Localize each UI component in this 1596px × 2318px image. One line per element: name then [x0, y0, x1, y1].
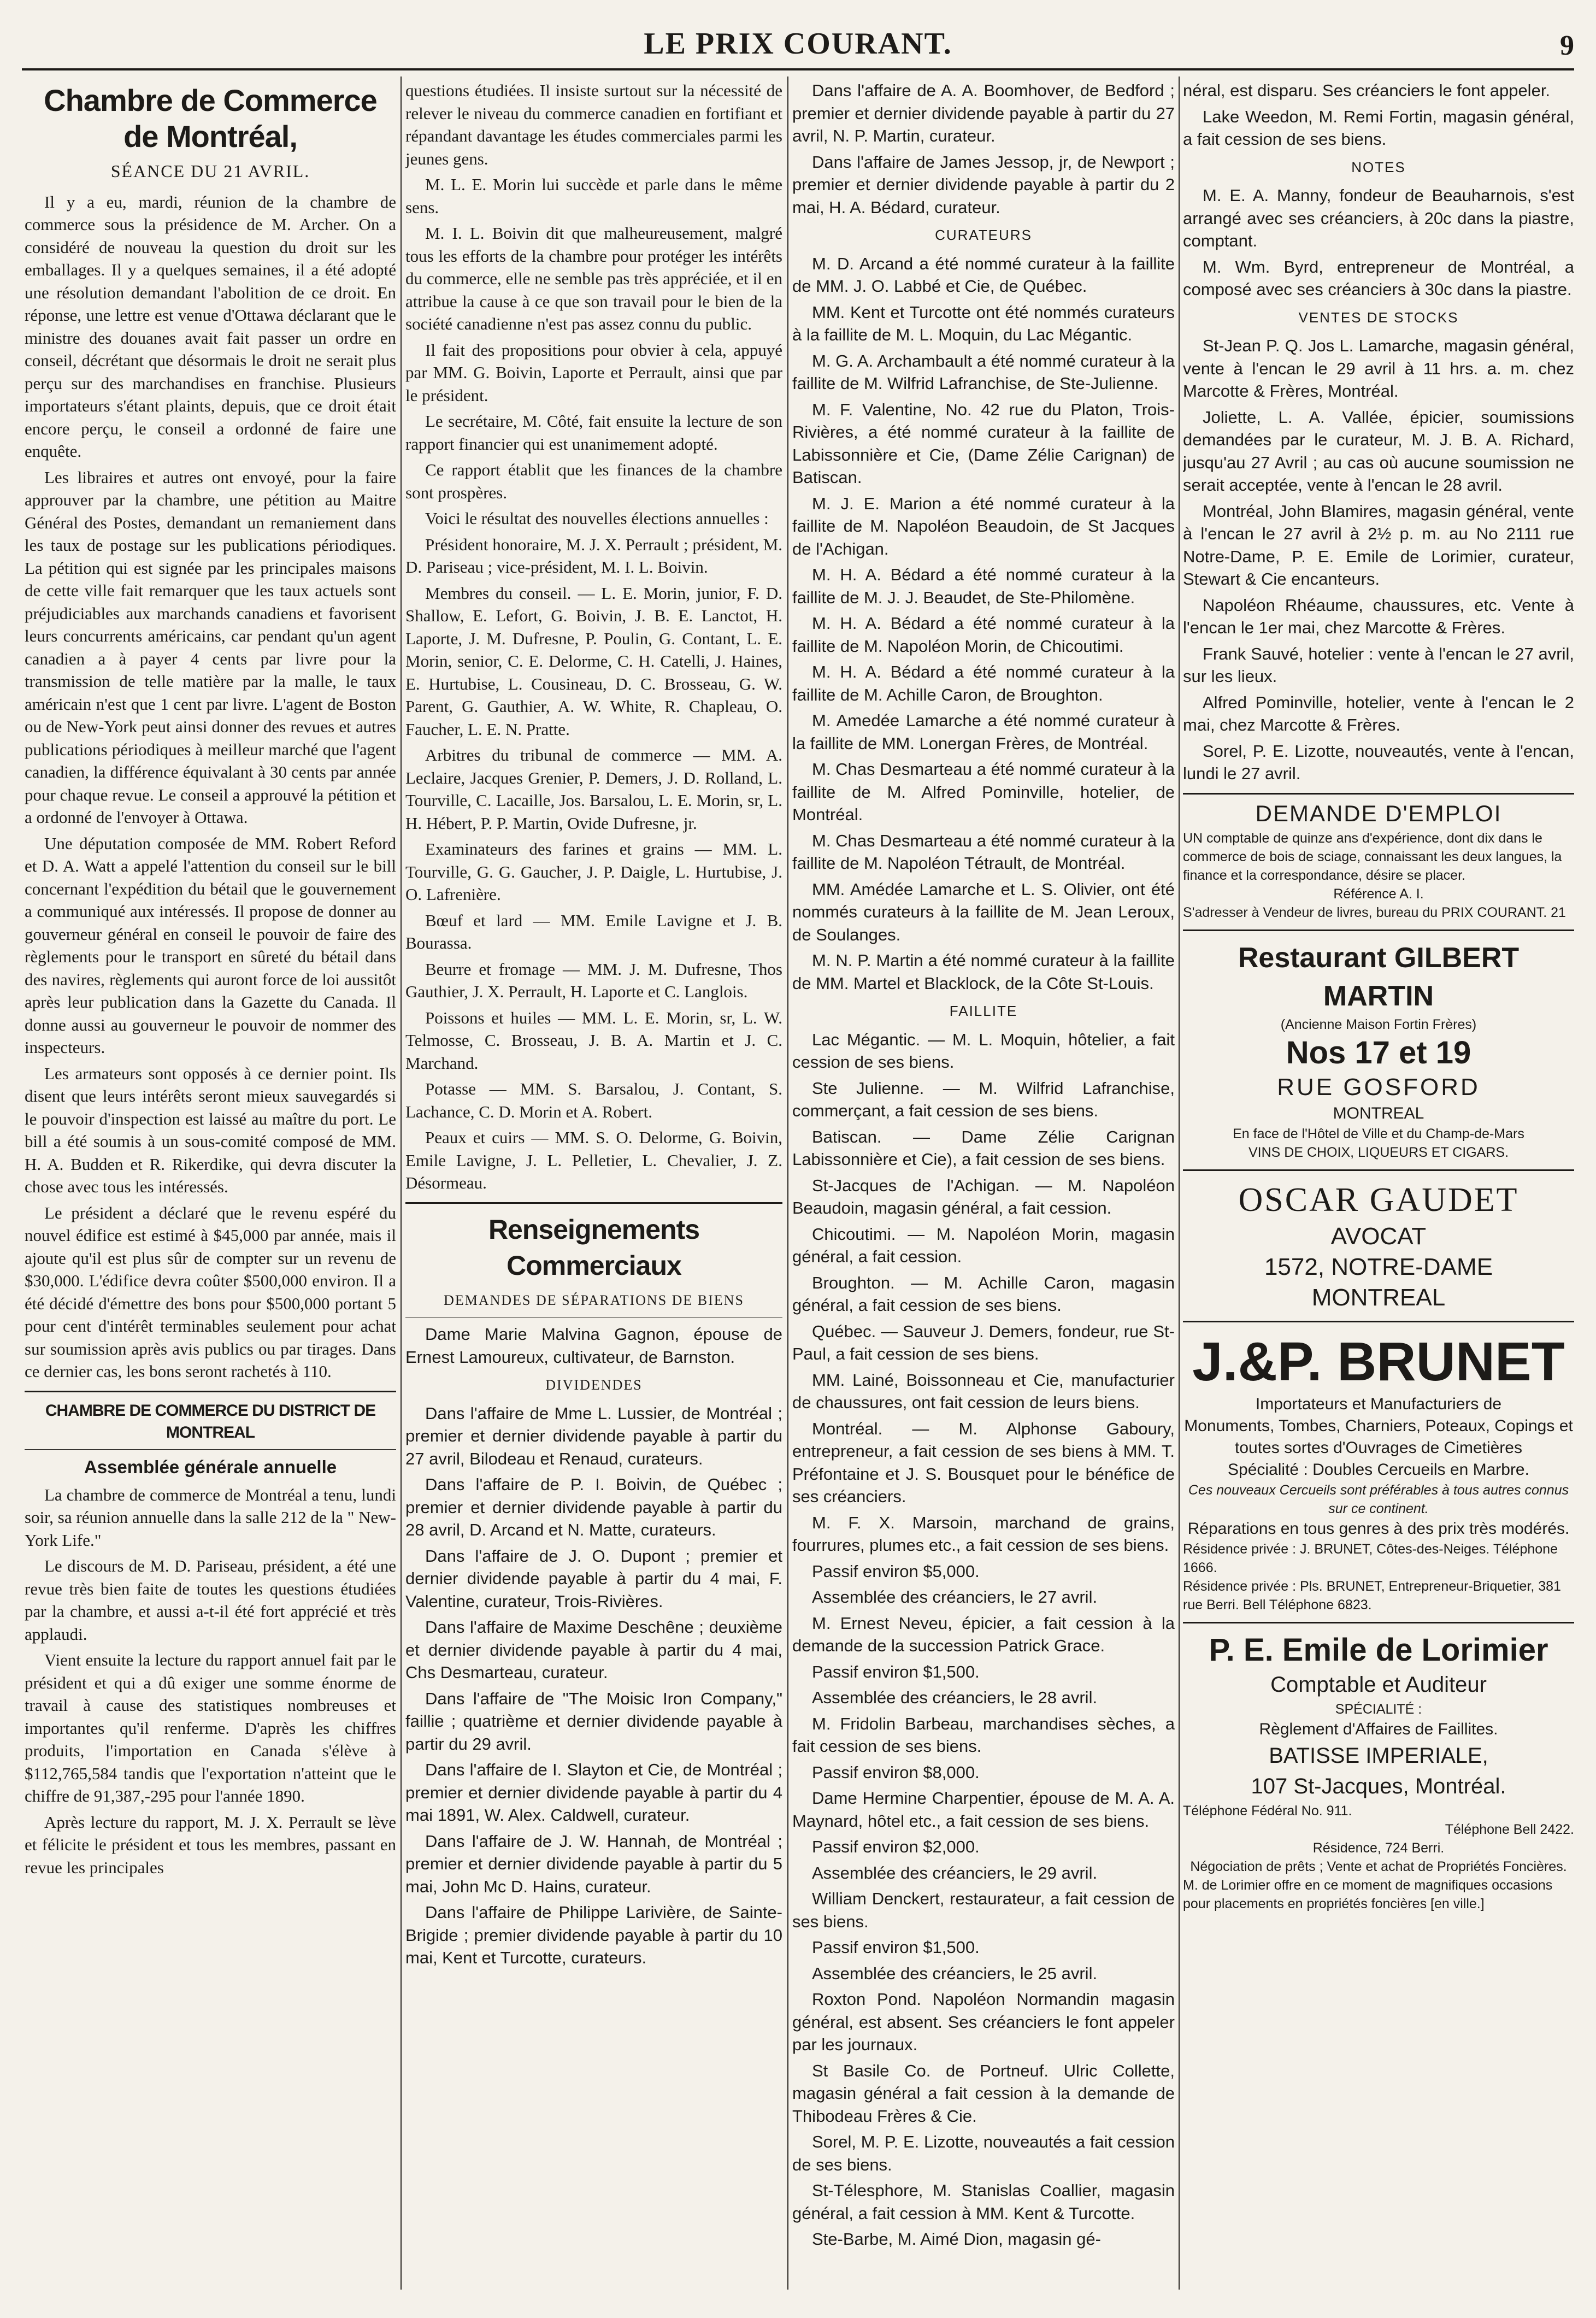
paragraph: M. E. A. Manny, fondeur de Beauharnois, s'est arrangé avec ses créanciers, à 20c dans la piastre, comptant. [1183, 186, 1574, 250]
paragraph: Napoléon Rhéaume, chaussures, etc. Vente à l'encan le 1er mai, chez Marcotte & Frères. [1183, 595, 1574, 637]
paragraph: Le secrétaire, M. Côté, fait ensuite la lecture de son rapport financier qui est unanimement adopté. [405, 411, 782, 454]
column-divider [401, 77, 402, 2290]
ad-name: OSCAR GAUDET [1238, 1181, 1519, 1219]
ad-specialty: Règlement d'Affaires de Faillites. [1259, 1720, 1498, 1738]
paragraph: Les libraires et autres ont envoyé, pour la faire approuver par la chambre, une pétition au Maitre Général des Postes, demandant un remaniement dans les taux de postage sur les publications périodiques. La pétition qui est signée par les principales maisons de cette ville fait remarquer que les taux actuels sont préjudiciables aux marchands canadiens et favorisent leurs concurrents américains, car pendant qu'un agent canadien a à payer 4 cents par livre pour la transmission de telle matière par la malle, le taux américain n'est que 1 cent par livre. L'agent de Boston ou de New-York peut ainsi donner des revues et autres publications périodiques à meilleur marché que l'agent canadien, la différence équivalant à 30 cents par année pour chaque revue. Le conseil a approuvé la pétition et a ordonné de l'envoyer à Ottawa. [25, 467, 396, 827]
ad-specialty: Spécialité : Doubles Cercueils en Marbre. [1228, 1461, 1529, 1479]
paragraph: Voici le résultat des nouvelles élections annuelles : [425, 509, 769, 528]
ad-city: MONTREAL [1311, 1284, 1446, 1311]
paragraph: Sorel, M. P. E. Lizotte, nouveautés a fait cession de ses biens. [792, 2132, 1175, 2174]
paragraph: Poissons et huiles — MM. L. E. Morin, sr, L. W. Telmosse, C. Brosseau, J. B. A. Martin et J. C. Marchand. [405, 1008, 782, 1073]
paragraph: M. H. A. Bédard a été nommé curateur à la faillite de M. Napoléon Morin, de Chicoutimi. [792, 614, 1175, 656]
header-rule [22, 68, 1574, 70]
paragraph: Alfred Pominville, hotelier, vente à l'encan le 2 mai, chez Marcotte & Frères. [1183, 692, 1574, 734]
paragraph: Lac Mégantic. — M. L. Moquin, hôtelier, a fait cession de ses biens. [792, 1029, 1175, 1072]
paragraph: Il fait des propositions pour obvier à cela, appuyé par MM. G. Boivin, Laporte et Perrault, ainsi que par le président. [405, 340, 782, 405]
paragraph: Beurre et fromage — MM. J. M. Dufresne, Thos Gauthier, J. X. Perrault, H. Laporte et C. Langlois. [405, 959, 782, 1001]
paragraph: Examinateurs des farines et grains — MM. L. Tourville, G. G. Gaucher, J. P. Daigle, L. Hurtubise, J. O. Lafrenière. [405, 839, 782, 904]
paragraph: Frank Sauvé, hotelier : vente à l'encan le 27 avril, sur les lieux. [1183, 644, 1574, 686]
paragraph: M. Fridolin Barbeau, marchandises sèches, a fait cession de ses biens. [792, 1714, 1175, 1756]
ad-phone: Téléphone Bell 2422. [1445, 1822, 1574, 1837]
subsection-title: CURATEURS [935, 227, 1032, 243]
paragraph: MM. Amédée Lamarche et L. S. Olivier, ont été nommés curateurs à la faillite de M. Jean Leroux, de Soulanges. [792, 879, 1175, 944]
subsection-title: NOTES [1351, 158, 1406, 175]
ad-separator [1183, 929, 1574, 931]
ad-separator [1183, 1622, 1574, 1623]
paragraph: Après lecture du rapport, M. J. X. Perrault se lève et félicite le président et tous les membres, passant en revue les principales [25, 1812, 396, 1877]
paragraph: Vient ensuite la lecture du rapport annuel fait par le président et qui a dû exiger une somme énorme de travail à cause des statistiques nombreuses et importantes qu'il renferme. D'après les chiffres produits, l'importation en Canada s'élève à $112,765,584 tandis que l'exportation n'atteint que le chiffre de 91,387,-295 pour l'année 1890. [25, 1650, 396, 1805]
section-separator [405, 1202, 782, 1204]
ad-title: DEMANDE D'EMPLOI [1255, 800, 1502, 826]
paragraph: Roxton Pond. Napoléon Normandin magasin général, est absent. Ses créanciers le font appeler par les journaux. [792, 1990, 1175, 2054]
ad-repairs: Réparations en tous genres à des prix très modérés. [1187, 1520, 1570, 1538]
paragraph: Dans l'affaire de Mme L. Lussier, de Montréal ; premier et dernier dividende payable à partir du 27 avril, Bilodeau et Renaud, curateurs. [405, 1403, 782, 1468]
ad-business: Négociation de prêts ; Vente et achat de Propriétés Foncières. [1190, 1859, 1567, 1874]
ad-title: Comptable et Auditeur [1270, 1673, 1487, 1697]
paragraph: William Denckert, restaurateur, a fait cession de ses biens. [792, 1889, 1175, 1931]
paragraph: MM. Lainé, Boissonneau et Cie, manufacturier de chaussures, ont fait cession de leurs biens. [792, 1370, 1175, 1412]
ad-body: UN comptable de quinze ans d'expérience, dont dix dans le commerce de bois de sciage, connaissant les deux langues, la finance et la correspondance, désire se placer. [1183, 831, 1562, 883]
paragraph: Dans l'affaire de A. A. Boomhover, de Bedford ; premier et dernier dividende payable à partir du 27 avril, N. P. Martin, curateur. [792, 81, 1175, 145]
ad-demande-emploi [1183, 802, 1574, 922]
ad-separator [1183, 1321, 1574, 1322]
paragraph: Bœuf et lard — MM. Emile Lavigne et J. B. Bourassa. [405, 910, 782, 952]
running-title: LE PRIX COURANT. [644, 27, 952, 61]
ad-number: 21 [1551, 905, 1566, 920]
paragraph: Joliette, L. A. Vallée, épicier, soumissions demandées par le curateur, M. J. B. A. Richard, jusqu'au 27 Avril ; au cas où aucune soumission ne serait acceptée, vente à l'encan le 28 avril. [1183, 407, 1574, 495]
paragraph: M. L. E. Morin lui succède et parle dans le même sens. [405, 175, 782, 217]
paragraph: Assemblée des créanciers, le 29 avril. [812, 1863, 1098, 1882]
ad-separator [1183, 1169, 1574, 1171]
ad-address: 107 St-Jacques, Montréal. [1251, 1774, 1506, 1798]
paragraph: Batiscan. — Dame Zélie Carignan Labissonnière et Cie), a fait cession de ses biens. [792, 1127, 1175, 1169]
paragraph: Ste-Barbe, M. Aimé Dion, magasin gé- [812, 2229, 1101, 2249]
paragraph: Dans l'affaire de I. Slayton et Cie, de Montréal ; premier et dernier dividende payable à partir du 4 mai 1891, W. Alex. Caldwell, curateur. [405, 1760, 782, 1825]
paragraph: Potasse — MM. S. Barsalou, J. Contant, S. Lachance, C. D. Morin et A. Robert. [405, 1079, 782, 1121]
section-title: CHAMBRE DE COMMERCE DU DISTRICT DE MONTREAL [45, 1401, 376, 1442]
paragraph: M. H. A. Bédard a été nommé curateur à la faillite de M. Achille Caron, de Broughton. [792, 662, 1175, 704]
paragraph: Montréal. — M. Alphonse Gaboury, entrepreneur, a fait cession de ses biens à MM. T. Préfontaine et J. S. Bousquet pour le bénéfice de ses créanciers. [792, 1419, 1175, 1506]
ad-address [1183, 903, 1574, 922]
ad-restaurant [1183, 939, 1574, 1162]
paragraph: M. Wm. Byrd, entrepreneur de Montréal, a composé avec ses créanciers à 30c dans la piastre. [1183, 257, 1574, 299]
paragraph: St-Jean P. Q. Jos L. Lamarche, magasin général, vente à l'encan le 29 avril à 11 hrs. a. m. chez Marcotte & Frères, Montréal. [1183, 336, 1574, 401]
column-1 [25, 79, 396, 2281]
ad-city: MONTREAL [1333, 1104, 1424, 1122]
ad-products: Monuments, Tombes, Charniers, Poteaux, Copings et toutes sortes d'Ouvrages de Cimetières [1184, 1417, 1573, 1457]
paragraph: Chicoutimi. — M. Napoléon Morin, magasin général, a fait cession. [792, 1224, 1175, 1266]
paragraph: Dans l'affaire de J. W. Hannah, de Montréal ; premier et dernier dividende payable à partir du 5 mai, John Mc D. Hains, curateur. [405, 1831, 782, 1896]
paragraph: Peaux et cuirs — MM. S. O. Delorme, G. Boivin, Emile Lavigne, J. L. Pelletier, L. Chevalier, J. Z. Désormeau. [405, 1128, 782, 1192]
paragraph: Québec. — Sauveur J. Demers, fondeur, rue St-Paul, a fait cession de ses biens. [792, 1321, 1175, 1363]
ad-address-text: S'adresser à Vendeur de livres, bureau du PRIX COURANT. [1183, 905, 1547, 920]
paragraph: Ce rapport établit que les finances de la chambre sont prospères. [405, 460, 782, 502]
ad-lorimier [1183, 1631, 1574, 1913]
paragraph: Passif environ $5,000. [812, 1561, 980, 1581]
column-divider [787, 77, 788, 2290]
paragraph: Arbitres du tribunal de commerce — MM. A. Leclaire, Jacques Grenier, P. Demers, J. D. Rolland, L. Tourville, C. Lacaille, Jos. Barsalou, L. E. Morin, sr, L. H. Hébert, P. P. Martin, Ovide Dufresne, jr. [405, 745, 782, 833]
ad-numbers: Nos 17 et 19 [1286, 1035, 1471, 1070]
ad-opposite: En face de l'Hôtel de Ville et du Champ-de-Mars [1233, 1126, 1524, 1142]
paragraph: M. Chas Desmarteau a été nommé curateur à la faillite de M. Napoléon Tétrault, de Montréal. [792, 831, 1175, 873]
ad-phone: Téléphone Fédéral No. 911. [1183, 1803, 1352, 1819]
section-title: Renseignements Commerciaux [488, 1214, 700, 1281]
subsection-title: FAILLITE [949, 1003, 1018, 1019]
column-divider [1179, 77, 1180, 2290]
ad-former: (Ancienne Maison Fortin Frères) [1280, 1017, 1477, 1032]
column-2 [405, 79, 782, 2281]
ad-street: RUE GOSFORD [1277, 1074, 1480, 1101]
paragraph: MM. Kent et Turcotte ont été nommés curateurs à la faillite de M. L. Moquin, du Lac Mégantic. [792, 302, 1175, 344]
paragraph: Passif environ $8,000. [812, 1762, 980, 1782]
paragraph: M. F. Valentine, No. 42 rue du Platon, Trois-Rivières, a été nommé curateur à la faillite de Labissonnière et Cie, (Dame Zélie Carignan) de Batiscan. [792, 399, 1175, 487]
paragraph: M. Chas Desmarteau a été nommé curateur à la faillite de M. Alfred Pominville, hotelier, de Montréal. [792, 760, 1175, 824]
paragraph: Dame Marie Malvina Gagnon, épouse de Ernest Lamoureux, cultivateur, de Barnston. [405, 1325, 782, 1367]
ad-name: J.&P. BRUNET [1192, 1331, 1565, 1392]
separator [25, 1449, 396, 1450]
ad-reference: Référence A. I. [1333, 886, 1424, 902]
paragraph: Dans l'affaire de James Jessop, jr, de Newport ; premier et dernier dividende payable à partir du 2 mai, H. A. Bédard, curateur. [792, 152, 1175, 217]
paragraph: M. I. L. Boivin dit que malheureusement, malgré tous les efforts de la chambre pour protéger les intérêts du commerce, elle ne semble pas très appréciée, et il en attribue la cause à ce que son travail pour le bien de la société canadienne n'est pas assez connu du public. [405, 223, 782, 333]
article-subtitle: SÉANCE DU 21 AVRIL. [110, 161, 310, 181]
paragraph: M. F. X. Marsoin, marchand de grains, fourrures, plumes etc., a fait cession de ses biens. [792, 1513, 1175, 1555]
paragraph: Dame Hermine Charpentier, épouse de M. A. A. Maynard, hôtel etc., a fait cession de ses biens. [792, 1788, 1175, 1831]
paragraph: Ste Julienne. — M. Wilfrid Lafranchise, commerçant, a fait cession de ses biens. [792, 1078, 1175, 1120]
paragraph: Passif environ $2,000. [812, 1837, 980, 1856]
ad-residence: Résidence privée : Pls. BRUNET, Entrepreneur-Briquetier, 381 rue Berri. Bell Téléphone 6823. [1183, 1579, 1561, 1613]
paragraph: Président honoraire, M. J. X. Perrault ; président, M. D. Pariseau ; vice-président, M. I. L. Boivin. [405, 534, 782, 576]
paragraph: Dans l'affaire de J. O. Dupont ; premier et dernier dividende payable à partir du 4 mai, F. Valentine, curateur, Trois-Rivières. [405, 1546, 782, 1611]
subsection-title: VENTES DE STOCKS [1298, 309, 1459, 326]
ad-residence: Résidence privée : J. BRUNET, Côtes-des-Neiges. Téléphone 1666. [1183, 1542, 1558, 1575]
paragraph: Le président a déclaré que le revenu espéré du nouvel édifice est estimé à $45,000 par année, mais il ajoute qu'il est plus sûr de compter sur un revenu de $30,000. L'édifice devra coûter $500,000 environ. Il a été décidé d'émettre des bons pour $500,000 portant 5 pour cent d'intérêt terminables seulement pour achat sur soumission après avis publics ou par tirages. Dans ce dernier cas, les bons seront rachetés à 110. [25, 1203, 396, 1381]
paragraph: M. H. A. Bédard a été nommé curateur à la faillite de M. J. J. Beaudet, de Ste-Philomène. [792, 565, 1175, 607]
ad-wines: VINS DE CHOIX, LIQUEURS ET CIGARS. [1248, 1145, 1509, 1160]
paragraph: Une députation composée de MM. Robert Reford et D. A. Watt a appelé l'attention du conseil sur le bill concernant l'expédition du bétail que le gouvernement a communiqué aux intéressés. Il propose de donner au gouverneur général en conseil le pouvoir de faire des règlements pour le transport en sûreté du bétail dans des navires, règlements qui auront force de loi aussitôt après leur publication dans la Gazette du Canada. Il donne aussi au gouverneur le pouvoir de nommer des inspecteurs. [25, 833, 396, 1057]
paragraph: Passif environ $1,500. [812, 1938, 980, 1957]
ad-avocat [1183, 1179, 1574, 1313]
paragraph: Membres du conseil. — L. E. Morin, junior, F. D. Shallow, E. Lefort, G. Boivin, J. B. E. Lanctot, H. Laporte, J. M. Dufresne, P. Poulin, G. Contant, L. E. Morin, senior, C. E. Delorme, C. H. Catelli, J. Haines, E. Hurtubise, L. Cousineau, D. C. Brosseau, G. W. Parent, G. Gauthier, A. W. White, R. Chapleau, O. Faucher, L. E. N. Pratte. [405, 583, 782, 739]
ad-note: Ces nouveaux Cercueils sont préférables à tous autres connus sur ce continent. [1188, 1482, 1569, 1516]
paragraph: St Basile Co. de Portneuf. Ulric Collette, magasin général a fait cession à la demande de Thibodeau Frères & Cie. [792, 2061, 1175, 2126]
article-title: Chambre de Commerce de Montréal, [44, 83, 377, 154]
paragraph: Il y a eu, mardi, réunion de la chambre de commerce sous la présidence de M. Archer. On a considéré de nouveau la question du droit sur les emballages. Il y a quelques semaines, il a été adopté une résolution demandant l'abolition de ce droit. En réponse, une lettre est venue d'Ottawa déclarant que le ministre des douanes avait fait passer un ordre en conseil, décrétant que désormais le droit ne serait plus perçu sur des marchandises en franchise. Plusieurs importateurs s'étant plaints, depuis, que ce droit était encore perçu, le conseil a ordonné de faire une enquête. [25, 192, 396, 461]
ad-trade: Importateurs et Manufacturiers de [1255, 1395, 1502, 1413]
ad-name: P. E. Emile de Lorimier [1209, 1632, 1548, 1668]
paragraph: néral, est disparu. Ses créanciers le font appeler. [1183, 81, 1551, 100]
ad-residence: Résidence, 724 Berri. [1312, 1840, 1445, 1856]
paragraph: Dans l'affaire de Maxime Deschêne ; deuxième et dernier dividende payable à partir du 4 mai, Chs Desmarteau, curateur. [405, 1617, 782, 1682]
section-subtitle: Assemblée générale annuelle [84, 1456, 337, 1477]
paragraph: M. J. E. Marion a été nommé curateur à la faillite de M. Napoléon Beaudoin, de St Jacques de l'Achigan. [792, 493, 1175, 558]
paragraph: Dans l'affaire de "The Moisic Iron Company," faillie ; quatrième et dernier dividende payable à partir du 29 avril. [405, 1689, 782, 1754]
subsection-title: DEMANDES DE SÉPARATIONS DE BIENS [444, 1292, 744, 1308]
ad-offer: M. de Lorimier offre en ce moment de magnifiques occasions pour placements en propriétés foncières [en ville.] [1183, 1878, 1553, 1911]
section-separator [25, 1391, 396, 1392]
paragraph: La chambre de commerce de Montréal a tenu, lundi soir, sa réunion annuelle dans la salle 212 de la " New-York Life." [25, 1485, 396, 1550]
ad-title: AVOCAT [1330, 1223, 1427, 1250]
column-3 [792, 79, 1175, 2281]
paragraph: M. N. P. Martin a été nommé curateur à la faillite de MM. Martel et Blacklock, de la Côte St-Louis. [792, 951, 1175, 993]
paragraph: St-Télesphore, M. Stanislas Coallier, magasin général, a fait cession à MM. Kent & Turcotte. [792, 2181, 1175, 2223]
paragraph: Dans l'affaire de P. I. Boivin, de Québec ; premier et dernier dividende payable à partir du 28 avril, D. Arcand et N. Matte, curateurs. [405, 1475, 782, 1539]
ad-brunet [1183, 1330, 1574, 1614]
subsection-title: DIVIDENDES [545, 1377, 643, 1393]
paragraph: Broughton. — M. Achille Caron, magasin général, a fait cession de ses biens. [792, 1273, 1175, 1315]
paragraph: Sorel, P. E. Lizotte, nouveautés, vente à l'encan, lundi le 27 avril. [1183, 741, 1574, 783]
paragraph: Le discours de M. D. Pariseau, président, a été une revue très bien faite de toutes les questions étudiées par la chambre, et aussi a-t-il été fort apprécié et très applaudi. [25, 1556, 396, 1644]
paragraph: Assemblée des créanciers, le 25 avril. [812, 1963, 1098, 1983]
ad-building: BATISSE IMPERIALE, [1269, 1744, 1488, 1768]
ad-separator [1183, 793, 1574, 795]
paragraph: M. Amedée Lamarche a été nommé curateur à la faillite de MM. Lonergan Frères, de Montréal. [792, 711, 1175, 753]
paragraph: Assemblée des créanciers, le 28 avril. [812, 1688, 1098, 1707]
page-number: 9 [1560, 30, 1574, 61]
ad-address: 1572, NOTRE-DAME [1264, 1254, 1493, 1280]
ad-name: Restaurant GILBERT MARTIN [1238, 942, 1520, 1012]
paragraph: M. D. Arcand a été nommé curateur à la faillite de MM. J. O. Labbé et Cie, de Québec. [792, 254, 1175, 296]
paragraph: St-Jacques de l'Achigan. — M. Napoléon Beaudoin, magasin général, a fait cession. [792, 1175, 1175, 1217]
paragraph: Passif environ $1,500. [812, 1662, 980, 1681]
paragraph: Dans l'affaire de Philippe Larivière, de Sainte-Brigide ; premier dividende payable à partir du 10 mai, Kent et Turcotte, curateurs. [405, 1903, 782, 1967]
column-4 [1183, 79, 1574, 2281]
paragraph: questions étudiées. Il insiste surtout sur la nécessité de relever le niveau du commerce canadien en fortifiant et répandant davantage les études commerciales parmi les jeunes gens. [405, 81, 782, 168]
paragraph: M. Ernest Neveu, épicier, a fait cession à la demande de la succession Patrick Grace. [792, 1613, 1175, 1655]
paragraph: Lake Weedon, M. Remi Fortin, magasin général, a fait cession de ses biens. [1183, 107, 1574, 149]
paragraph: Assemblée des créanciers, le 27 avril. [812, 1587, 1098, 1607]
page-header [22, 22, 1574, 66]
paragraph: M. G. A. Archambault a été nommé curateur à la faillite de M. Wilfrid Lafranchise, de Ste-Julienne. [792, 351, 1175, 393]
paragraph: Les armateurs sont opposés à ce dernier point. Ils disent que leurs intérêts seront mieux sauvegardés si le pouvoir d'inspection est laissé au maître du port. Le bill a été soumis à un sous-comité composé de MM. H. A. Budden et R. Rikerdike, qui devra discuter la chose avec tous les intéressés. [25, 1063, 396, 1196]
ad-specialty-label: SPÉCIALITÉ : [1335, 1702, 1422, 1717]
paragraph: Montréal, John Blamires, magasin général, vente à l'encan le 27 avril à 2½ p. m. au No 2111 rue Notre-Dame, P. E. Emile de Lorimier, curateur, Stewart & Cie encanteurs. [1183, 501, 1574, 589]
